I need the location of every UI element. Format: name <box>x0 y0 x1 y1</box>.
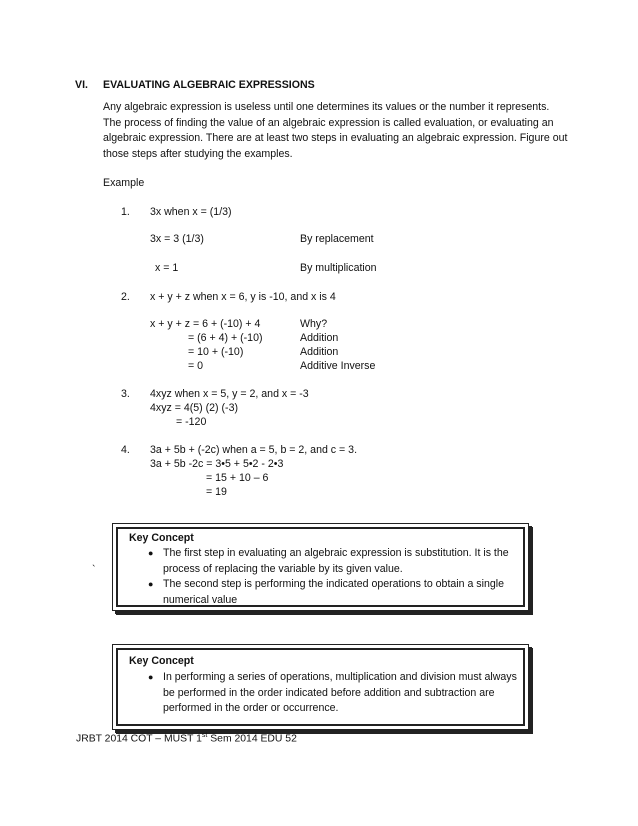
bullet-line: numerical value <box>163 593 238 606</box>
key-concept-box-2 <box>112 644 529 730</box>
example-1-step: x = 1 <box>155 262 179 274</box>
key-concept-1-bullet-1 <box>163 546 509 577</box>
example-2-step: = (6 + 4) + (-10) <box>188 332 263 344</box>
intro-line: Any algebraic expression is useless until one determines its values or the number it represents. <box>103 101 550 113</box>
bullet-icon: ● <box>148 672 154 682</box>
key-concept-box-2-inner <box>116 648 525 726</box>
example-1-number: 1. <box>121 206 130 218</box>
example-label: Example <box>103 177 145 189</box>
example-3-step: 4xyz = 4(5) (2) (-3) <box>150 402 239 414</box>
intro-paragraph <box>103 100 568 162</box>
example-4-step: 3a + 5b -2c = 3•5 + 5•2 - 2•3 <box>150 458 284 470</box>
footer-text: JRBT 2014 COT – MUST 1 <box>76 733 202 745</box>
key-concept-title: Key Concept <box>129 532 194 544</box>
example-2-note: Additive Inverse <box>300 360 376 372</box>
bullet-line: be performed in the order indicated before addition and subtraction are <box>163 686 495 699</box>
example-1-note: By multiplication <box>300 262 377 274</box>
example-2-note: Addition <box>300 332 339 344</box>
example-3-problem: 4xyz when x = 5, y = 2, and x = -3 <box>150 388 309 400</box>
bullet-line: The first step in evaluating an algebraic expression is substitution. It is the <box>163 547 509 559</box>
example-1-problem: 3x when x = (1/3) <box>150 206 232 218</box>
intro-line: The process of finding the value of an algebraic expression is called evaluation, or evaluating an <box>103 116 554 129</box>
example-3-step: = -120 <box>176 416 207 428</box>
key-concept-2-bullet-1 <box>163 670 517 717</box>
example-1-note: By replacement <box>300 233 374 245</box>
section-title: EVALUATING ALGEBRAIC EXPRESSIONS <box>103 79 315 91</box>
intro-line: those steps after studying the examples. <box>103 147 293 160</box>
example-1-step: 3x = 3 (1/3) <box>150 233 204 245</box>
example-2-step: = 10 + (-10) <box>188 346 244 358</box>
key-concept-box-1-inner <box>116 527 525 607</box>
page-footer <box>76 732 297 744</box>
bullet-icon: ● <box>148 548 154 558</box>
example-4-step: = 19 <box>206 486 227 498</box>
bullet-line: The second step is performing the indicated operations to obtain a single <box>163 578 504 590</box>
example-4-step: = 15 + 10 – 6 <box>206 472 269 484</box>
example-2-note: Why? <box>300 318 328 330</box>
example-2-note: Addition <box>300 346 339 358</box>
footer-text-end: Sem 2014 EDU 52 <box>207 733 297 745</box>
example-2-step: = 0 <box>188 360 204 372</box>
intro-line: algebraic expression. There are at least two steps in evaluating an algebraic expression. Figure out <box>103 132 568 144</box>
example-3-number: 3. <box>121 388 130 400</box>
footer-superscript: st <box>201 732 208 739</box>
example-2-step: x + y + z = 6 + (-10) + 4 <box>150 318 261 330</box>
stray-mark: ` <box>92 564 96 576</box>
example-4-number: 4. <box>121 444 130 456</box>
bullet-line: process of replacing the variable by its given value. <box>163 562 403 575</box>
key-concept-box-1 <box>112 523 529 611</box>
key-concept-title: Key Concept <box>129 655 194 667</box>
example-2-number: 2. <box>121 291 130 303</box>
example-4-problem: 3a + 5b + (-2c) when a = 5, b = 2, and c = 3. <box>150 444 358 456</box>
bullet-icon: ● <box>148 579 154 589</box>
bullet-line: performed in the order or occurrence. <box>163 702 339 714</box>
example-2-problem: x + y + z when x = 6, y is -10, and x is 4 <box>150 291 336 303</box>
key-concept-1-bullet-2 <box>163 577 504 608</box>
bullet-line: In performing a series of operations, multiplication and division must always <box>163 671 517 683</box>
section-number: VI. <box>75 79 88 91</box>
